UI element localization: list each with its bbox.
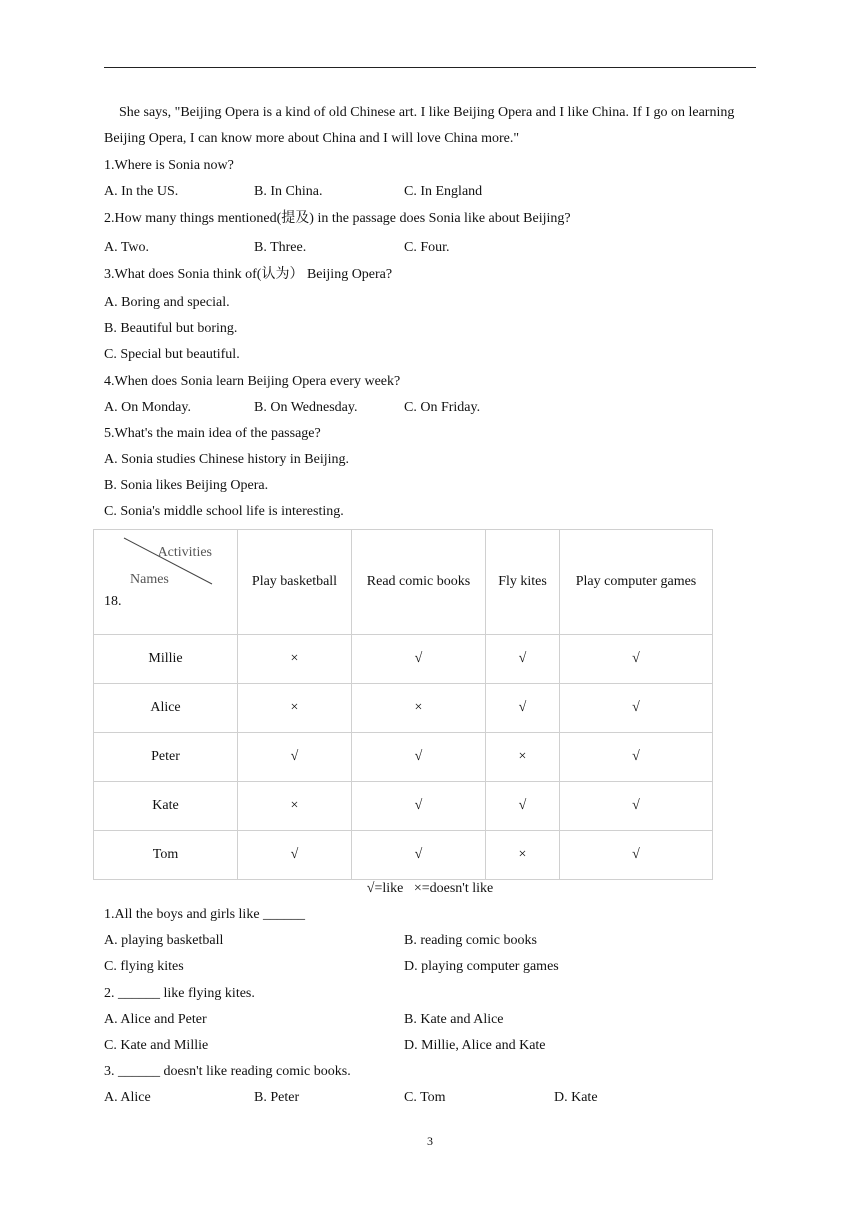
- q1-option-c: C. In England: [404, 184, 483, 199]
- mark-cell: √: [560, 635, 713, 684]
- mark-cell: √: [352, 733, 486, 782]
- t2-option-b: B. Kate and Alice: [404, 1012, 504, 1027]
- mark-cell: √: [352, 782, 486, 831]
- q5-option-c: C. Sonia's middle school life is interesting.: [104, 504, 344, 519]
- q5-option-b: B. Sonia likes Beijing Opera.: [104, 478, 269, 493]
- t3-option-a: A. Alice: [104, 1090, 151, 1105]
- t2-option-a: A. Alice and Peter: [104, 1012, 207, 1027]
- q1-option-a: A. In the US.: [104, 184, 179, 199]
- header-play-computer-games: Play computer games: [560, 530, 713, 635]
- table-legend: √=like ×=doesn't like: [366, 881, 494, 896]
- q2-option-a: A. Two.: [104, 240, 150, 255]
- t1-option-d: D. playing computer games: [404, 959, 559, 974]
- table-question-2: 2. ______ like flying kites.: [104, 986, 255, 1001]
- q2-option-b: B. Three.: [254, 240, 307, 255]
- mark-cell: √: [560, 782, 713, 831]
- t2-option-d: D. Millie, Alice and Kate: [404, 1038, 546, 1053]
- q1-option-b: B. In China.: [254, 184, 323, 199]
- mark-cell: ×: [238, 684, 352, 733]
- mark-cell: √: [560, 733, 713, 782]
- row-name: Tom: [94, 831, 238, 880]
- row-name: Alice: [94, 684, 238, 733]
- passage-paragraph: She says, "Beijing Opera is a kind of old Chinese art. I like Beijing Opera and I like China. If I go on learning Beijing Opera, I can know more about China and I will love China more.": [104, 105, 735, 146]
- row-name: Kate: [94, 782, 238, 831]
- activities-table: [93, 529, 713, 880]
- mark-cell: √: [560, 684, 713, 733]
- t3-option-d: D. Kate: [554, 1090, 598, 1105]
- q5-option-a: A. Sonia studies Chinese history in Beijing.: [104, 452, 349, 467]
- mark-cell: ×: [238, 635, 352, 684]
- t1-option-a: A. playing basketball: [104, 933, 224, 948]
- row-name: Millie: [94, 635, 238, 684]
- t1-option-b: B. reading comic books: [404, 933, 537, 948]
- question-3: 3.What does Sonia think of(认为） Beijing Opera?: [104, 267, 393, 282]
- row-name: Peter: [94, 733, 238, 782]
- mark-cell: √: [352, 635, 486, 684]
- mark-cell: √: [352, 831, 486, 880]
- mark-cell: √: [486, 782, 560, 831]
- header-fly-kites: Fly kites: [486, 530, 560, 635]
- corner-names-label: Names: [130, 572, 169, 587]
- table-question-3: 3. ______ doesn't like reading comic books.: [104, 1064, 351, 1079]
- header-read-comic-books: Read comic books: [352, 530, 486, 635]
- mark-cell: ×: [486, 831, 560, 880]
- mark-cell: √: [238, 733, 352, 782]
- header-rule: [104, 67, 756, 68]
- corner-activities-label: Activities: [157, 545, 212, 560]
- header-play-basketball: Play basketball: [238, 530, 352, 635]
- question-4: 4.When does Sonia learn Beijing Opera every week?: [104, 374, 401, 389]
- q3-option-b: B. Beautiful but boring.: [104, 321, 238, 336]
- t1-option-c: C. flying kites: [104, 959, 184, 974]
- table-question-1: 1.All the boys and girls like ______: [104, 907, 306, 922]
- mark-cell: √: [486, 684, 560, 733]
- mark-cell: ×: [486, 733, 560, 782]
- mark-cell: ×: [238, 782, 352, 831]
- question-1: 1.Where is Sonia now?: [104, 158, 234, 173]
- mark-cell: √: [560, 831, 713, 880]
- t3-option-b: B. Peter: [254, 1090, 300, 1105]
- t3-option-c: C. Tom: [404, 1090, 446, 1105]
- question-5: 5.What's the main idea of the passage?: [104, 426, 321, 441]
- table-corner-cell: [94, 530, 238, 635]
- page-number: 3: [427, 1134, 433, 1148]
- q4-option-c: C. On Friday.: [404, 400, 481, 415]
- q4-option-b: B. On Wednesday.: [254, 400, 358, 415]
- question-2: 2.How many things mentioned(提及) in the passage does Sonia like about Beijing?: [104, 211, 571, 226]
- table-row: [94, 684, 713, 733]
- q4-option-a: A. On Monday.: [104, 400, 191, 415]
- mark-cell: √: [238, 831, 352, 880]
- table-row: [94, 782, 713, 831]
- table-row: [94, 635, 713, 684]
- table-row: [94, 831, 713, 880]
- mark-cell: √: [486, 635, 560, 684]
- mark-cell: ×: [352, 684, 486, 733]
- q2-option-c: C. Four.: [404, 240, 450, 255]
- t2-option-c: C. Kate and Millie: [104, 1038, 209, 1053]
- q3-option-c: C. Special but beautiful.: [104, 347, 240, 362]
- q3-option-a: A. Boring and special.: [104, 295, 230, 310]
- diagonal-header: [122, 536, 214, 588]
- table-row: [94, 733, 713, 782]
- question-number-18: 18.: [104, 594, 122, 609]
